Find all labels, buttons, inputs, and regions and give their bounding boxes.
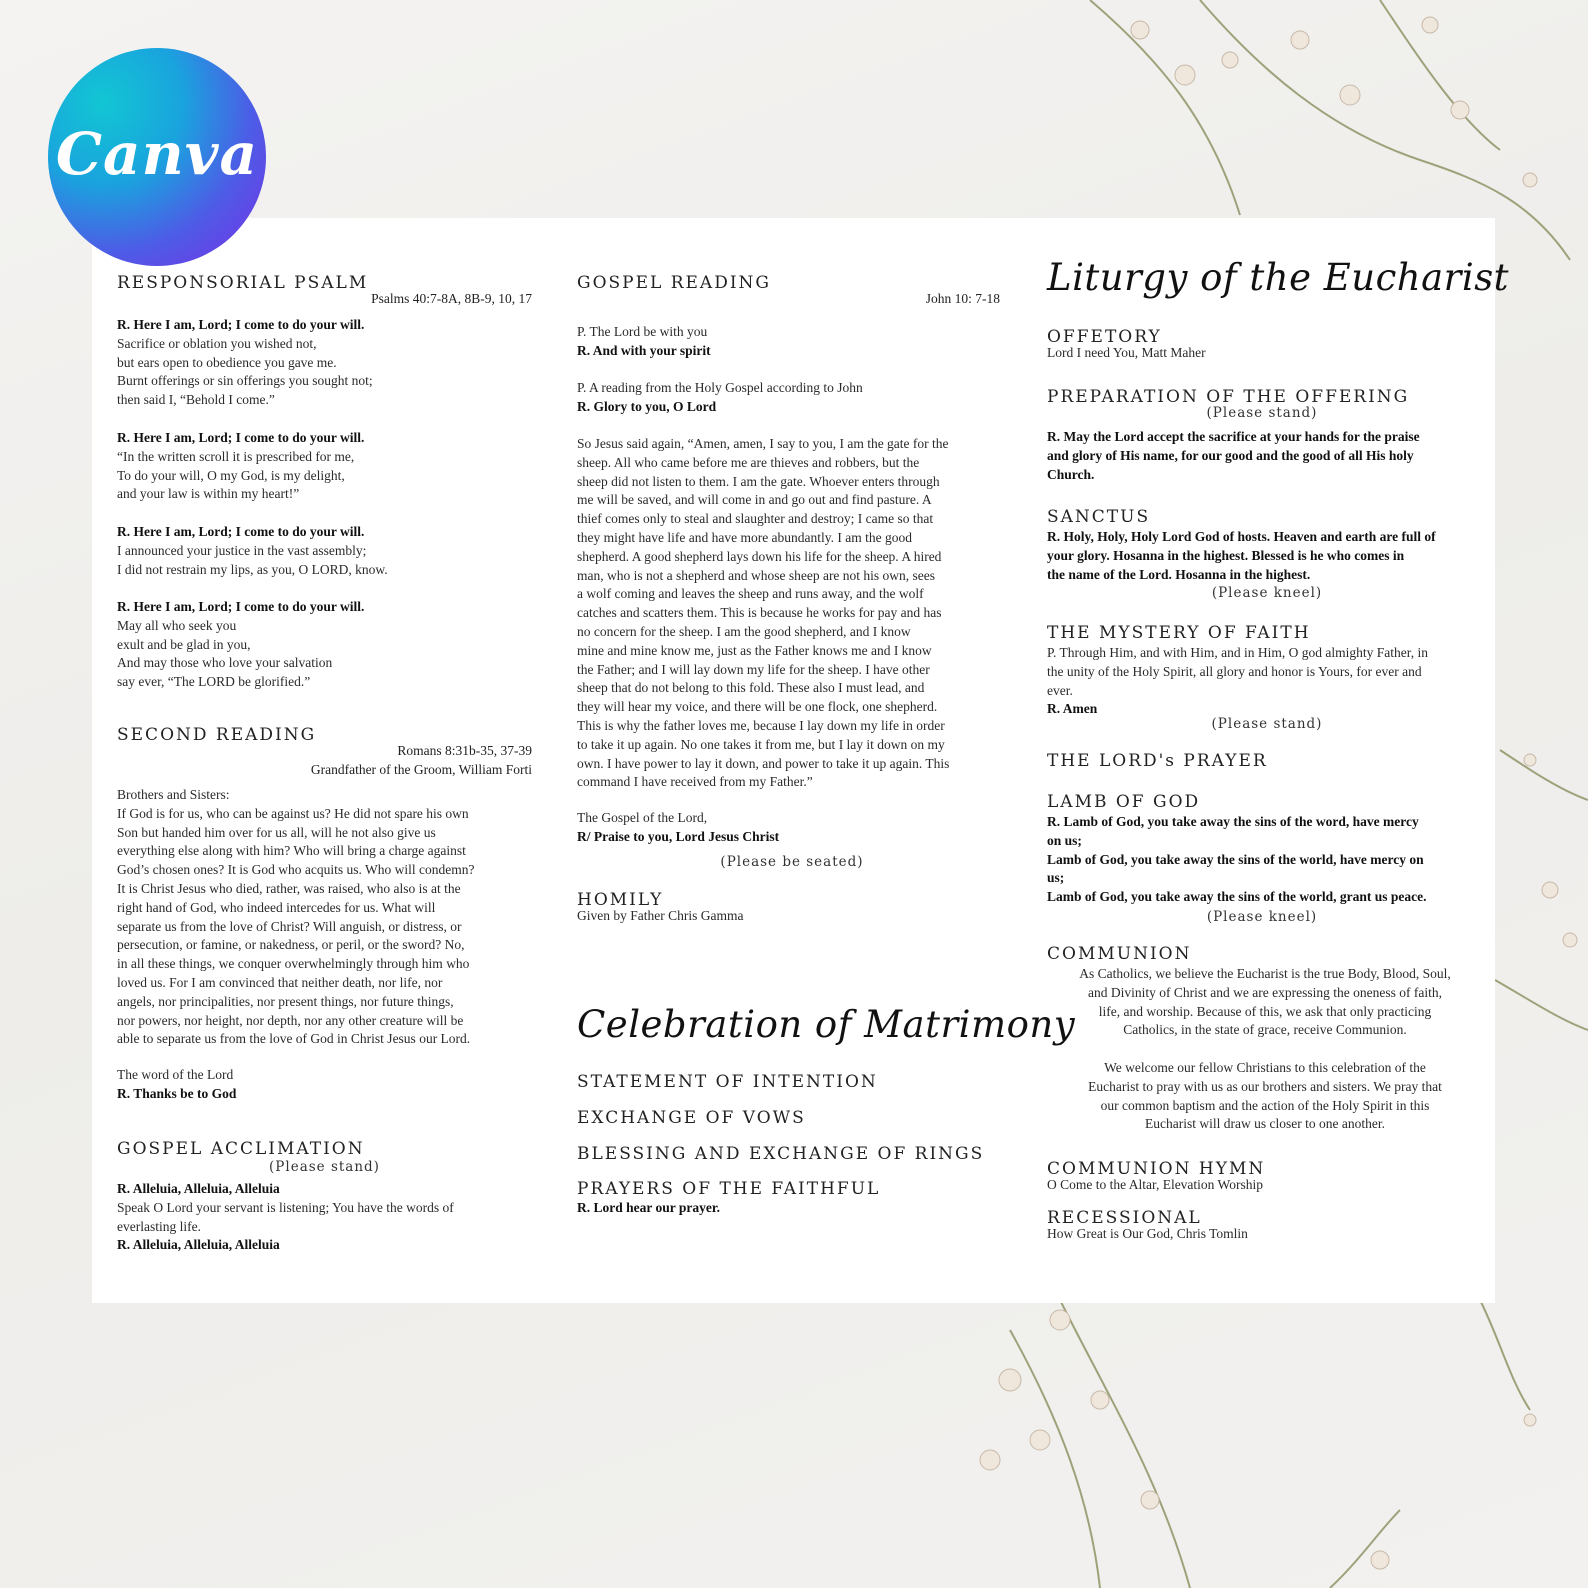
sanctus-line: your glory. Hosanna in the highest. Blessed is he who comes in bbox=[1047, 547, 1405, 563]
responsorial-psalm-heading: RESPONSORIAL PSALM bbox=[117, 273, 369, 293]
communion-line: Eucharist to pray with us as our brothers and sisters. We pray that bbox=[1088, 1078, 1442, 1094]
preparation-line: Church. bbox=[1047, 466, 1095, 482]
response-line: R. And with your spirit bbox=[577, 342, 711, 358]
gospel-line: man, who is not a shepherd and whose sheep are not his own, sees bbox=[577, 567, 936, 583]
response-line: R. Glory to you, O Lord bbox=[577, 398, 717, 414]
lamb-line: Lamb of God, you take away the sins of the world, grant us peace. bbox=[1047, 889, 1427, 905]
gospel-line: sheep that do not belong to this fold. These also I must lead, and bbox=[577, 680, 925, 696]
gospel-dialogue bbox=[577, 323, 711, 361]
mystery-line: ever. bbox=[1047, 682, 1073, 698]
matrimony-item: STATEMENT OF INTENTION bbox=[577, 1072, 878, 1092]
communion-hymn-sub: O Come to the Altar, Elevation Worship bbox=[1047, 1177, 1263, 1192]
lamb-line: Lamb of God, you take away the sins of the world, have mercy on bbox=[1047, 851, 1424, 867]
closing-response: R/ Praise to you, Lord Jesus Christ bbox=[577, 828, 780, 844]
reading-line: Brothers and Sisters: bbox=[117, 787, 230, 802]
acclamation-note: (Please stand) bbox=[269, 1159, 380, 1175]
psalm-line: say ever, “The LORD be glorified.” bbox=[117, 674, 311, 690]
gospel-line: catches and scatters them. This is because he works for pay and has bbox=[577, 605, 942, 621]
gospel-line: they might have life and have more abundantly. I am the good bbox=[577, 529, 913, 545]
matrimony-response: R. Lord hear our prayer. bbox=[577, 1200, 721, 1215]
closing-response: R. Thanks be to God bbox=[117, 1085, 237, 1101]
reading-line: separate us from the love of Christ? Will anguish, or distress, or bbox=[117, 918, 462, 934]
gospel-line: they will hear my voice, and there will be one flock, one shepherd. bbox=[577, 699, 938, 715]
psalm-line: “In the written scroll it is prescribed for me, bbox=[117, 448, 355, 464]
communion-hymn-heading: COMMUNION HYMN bbox=[1047, 1159, 1266, 1179]
psalm-line: exult and be glad in you, bbox=[117, 636, 251, 652]
communion-line: As Catholics, we believe the Eucharist is the true Body, Blood, Soul, bbox=[1079, 966, 1451, 981]
gospel-line: So Jesus said again, “Amen, amen, I say to you, I am the gate for the bbox=[577, 436, 949, 451]
acclamation-response: R. Alleluia, Alleluia, Alleluia bbox=[117, 1181, 280, 1196]
psalm-line: Sacrifice or oblation you wished not, bbox=[117, 335, 317, 351]
second-reading-reader: Grandfather of the Groom, William Forti bbox=[310, 762, 532, 777]
communion-line: and Divinity of Christ and we are expressing the oneness of faith, bbox=[1088, 984, 1442, 1000]
recessional-sub: How Great is Our God, Chris Tomlin bbox=[1047, 1226, 1248, 1241]
communion-line: Eucharist will draw us closer to one another. bbox=[1145, 1116, 1385, 1132]
lamb-line: on us; bbox=[1047, 832, 1082, 848]
psalm-response: R. Here I am, Lord; I come to do your will. bbox=[117, 317, 365, 332]
psalm-line: I announced your justice in the vast assembly; bbox=[117, 542, 367, 558]
psalm-line: but ears open to obedience you gave me. bbox=[117, 354, 337, 370]
psalm-reference: Psalms 40:7-8A, 8B-9, 10, 17 bbox=[371, 291, 532, 306]
communion-line: Catholics, in the state of grace, receive Communion. bbox=[1123, 1022, 1407, 1038]
preparation-line: and glory of His name, for our good and the good of all His holy bbox=[1047, 447, 1414, 463]
communion-line: We welcome our fellow Christians to this celebration of the bbox=[1104, 1060, 1426, 1075]
gospel-line: own. I have power to lay it down, and power to take it up again. This bbox=[577, 755, 950, 771]
mystery-response: R. Amen bbox=[1047, 701, 1098, 717]
gospel-reading-heading: GOSPEL READING bbox=[577, 273, 771, 293]
psalm-line: May all who seek you bbox=[117, 617, 237, 633]
closing-line: The Gospel of the Lord, bbox=[577, 810, 708, 825]
psalm-response: R. Here I am, Lord; I come to do your will. bbox=[117, 524, 365, 539]
psalm-line: To do your will, O my God, is my delight, bbox=[117, 467, 345, 483]
lamb-line: us; bbox=[1047, 870, 1065, 886]
sanctus-heading: SANCTUS bbox=[1047, 507, 1151, 527]
lamb-line: R. Lamb of God, you take away the sins of the word, have mercy bbox=[1047, 814, 1419, 829]
psalm-stanza bbox=[117, 598, 364, 692]
program-sheet bbox=[92, 218, 1510, 1303]
reading-line: It is Christ Jesus who died, rather, was raised, who also is at the bbox=[117, 880, 461, 896]
preparation-note: (Please stand) bbox=[1206, 405, 1318, 421]
reading-line: Son but handed him over for us all, will he not also give us bbox=[117, 824, 436, 840]
psalm-response: R. Here I am, Lord; I come to do your will. bbox=[117, 599, 365, 614]
psalm-stanza bbox=[117, 429, 364, 504]
reading-line: persecution, or famine, or nakedness, or peril, or the sword? No, bbox=[117, 937, 465, 953]
preparation-text bbox=[1047, 428, 1420, 484]
gospel-acclamation-heading: GOSPEL ACCLIMATION bbox=[117, 1139, 365, 1159]
gospel-line: command I have received from my Father.” bbox=[577, 774, 813, 790]
psalm-stanza bbox=[117, 523, 388, 579]
gospel-line: mine and mine know me, just as the Father knows me and I know bbox=[577, 642, 932, 658]
gospel-line: to take it up again. No one takes it from me, but I lay it down on my bbox=[577, 736, 945, 752]
sanctus-line: the name of the Lord. Hosanna in the highest. bbox=[1047, 566, 1311, 582]
gospel-closing bbox=[577, 809, 779, 847]
gospel-line: the Father; and I will lay down my life for the sheep. I have other bbox=[577, 661, 930, 677]
matrimony-item: PRAYERS OF THE FAITHFUL bbox=[577, 1179, 881, 1199]
gospel-line: sheep did not listen to them. I am the gate. Whoever enters through bbox=[577, 473, 940, 489]
reading-line: able to separate us from the love of God in Christ Jesus our Lord. bbox=[117, 1031, 471, 1047]
second-reading-heading: SECOND READING bbox=[117, 725, 317, 745]
reading-line: nor powers, nor height, nor depth, nor any other creature will be bbox=[117, 1012, 464, 1028]
communion-heading: COMMUNION bbox=[1047, 944, 1192, 964]
second-reading-reference: Romans 8:31b-35, 37-39 bbox=[397, 743, 532, 758]
reading-line: in all these things, we conquer overwhelmingly through him who bbox=[117, 956, 470, 972]
preparation-heading: PREPARATION OF THE OFFERING bbox=[1047, 387, 1410, 407]
communion-para-2 bbox=[1047, 1059, 1483, 1134]
reading-line: God’s chosen ones? It is God who acquits us. Who will condemn? bbox=[117, 862, 475, 878]
lords-prayer-heading: THE LORD's PRAYER bbox=[1047, 751, 1268, 771]
psalm-stanza bbox=[117, 316, 373, 410]
reading-line: everything else along with him? Who will bring a charge against bbox=[117, 843, 466, 859]
psalm-line: and your law is within my heart!” bbox=[117, 486, 300, 502]
reading-line: right hand of God, who indeed intercedes for us. What will bbox=[117, 899, 436, 915]
mystery-text bbox=[1047, 644, 1428, 719]
sanctus-line: R. Holy, Holy, Holy Lord God of hosts. Heaven and earth are full of bbox=[1047, 529, 1436, 544]
recessional-heading: RECESSIONAL bbox=[1047, 1208, 1202, 1228]
offertory-sub: Lord I need You, Matt Maher bbox=[1047, 345, 1206, 360]
psalm-line: Burnt offerings or sin offerings you sought not; bbox=[117, 373, 373, 389]
eucharist-title: Liturgy of the Eucharist bbox=[1047, 256, 1510, 299]
communion-para-1 bbox=[1047, 965, 1483, 1040]
stand-note: (Please stand) bbox=[1211, 716, 1323, 732]
offertory-heading: OFFETORY bbox=[1047, 327, 1162, 347]
gospel-line: This is why the father loves me, because I lay down my life in order bbox=[577, 717, 945, 733]
kneel-note: (Please kneel) bbox=[1211, 585, 1323, 601]
homily-heading: HOMILY bbox=[577, 890, 664, 910]
lamb-heading: LAMB OF GOD bbox=[1047, 792, 1201, 812]
homily-sub: Given by Father Chris Gamma bbox=[577, 908, 744, 923]
mystery-line: the unity of the Holy Spirit, all glory and honor is Yours, for ever and bbox=[1047, 663, 1422, 679]
mystery-line: P. Through Him, and with Him, and in Him, O god almighty Father, in bbox=[1047, 645, 1428, 660]
second-reading-closing bbox=[117, 1066, 236, 1104]
acclamation-line: Speak O Lord your servant is listening; You have the words of bbox=[117, 1199, 454, 1215]
priest-line: P. A reading from the Holy Gospel according to John bbox=[577, 380, 863, 395]
kneel-note: (Please kneel) bbox=[1206, 909, 1318, 925]
communion-line: our common baptism and the action of the Holy Spirit in this bbox=[1100, 1097, 1430, 1113]
reading-line: If God is for us, who can be against us? He did not spare his own bbox=[117, 805, 469, 821]
sanctus-text bbox=[1047, 528, 1436, 584]
canva-logo bbox=[48, 48, 266, 266]
gospel-text bbox=[577, 435, 949, 792]
psalm-line: And may those who love your salvation bbox=[117, 655, 333, 671]
gospel-line: me will be saved, and will come in and go out and find pasture. A bbox=[577, 492, 932, 508]
reading-line: angels, nor principalities, nor present things, nor future things, bbox=[117, 993, 454, 1009]
gospel-line: a wolf coming and leaves the sheep and runs away, and the wolf bbox=[577, 586, 924, 602]
gospel-line: thief comes only to steal and slaughter and destroy; I came so that bbox=[577, 511, 934, 527]
gospel-dialogue bbox=[577, 379, 863, 417]
gospel-reference: John 10: 7-18 bbox=[925, 291, 1000, 306]
lamb-text bbox=[1047, 813, 1427, 907]
acclamation-response: R. Alleluia, Alleluia, Alleluia bbox=[117, 1237, 280, 1253]
psalm-response: R. Here I am, Lord; I come to do your will. bbox=[117, 430, 365, 445]
acclamation-text bbox=[117, 1180, 454, 1255]
matrimony-item: BLESSING AND EXCHANGE OF RINGS bbox=[577, 1144, 985, 1164]
canva-logo-text: Canva bbox=[55, 120, 259, 188]
gospel-line: no concern for the sheep. I am the good shepherd, and I know bbox=[577, 623, 911, 639]
gospel-line: sheep. All who came before me are thieves and robbers, but the bbox=[577, 454, 920, 470]
matrimony-title: Celebration of Matrimony bbox=[577, 1003, 1076, 1046]
acclamation-line: everlasting life. bbox=[117, 1218, 201, 1234]
matrimony-item: EXCHANGE OF VOWS bbox=[577, 1108, 806, 1128]
priest-line: P. The Lord be with you bbox=[577, 324, 708, 339]
communion-line: life, and worship. Because of this, we ask that only practicing bbox=[1098, 1003, 1432, 1019]
closing-line: The word of the Lord bbox=[117, 1067, 234, 1082]
mystery-heading: THE MYSTERY OF FAITH bbox=[1047, 623, 1311, 643]
psalm-line: then said I, “Behold I come.” bbox=[117, 392, 275, 408]
preparation-line: R. May the Lord accept the sacrifice at your hands for the praise bbox=[1047, 429, 1420, 444]
reading-line: loved us. For I am convinced that neither death, nor life, nor bbox=[117, 974, 443, 990]
gospel-line: shepherd. A good shepherd lays down his life for the sheep. A hired bbox=[577, 548, 942, 564]
seated-note: (Please be seated) bbox=[720, 854, 864, 870]
psalm-line: I did not restrain my lips, as you, O LORD, know. bbox=[117, 561, 388, 577]
second-reading-text bbox=[117, 786, 474, 1049]
